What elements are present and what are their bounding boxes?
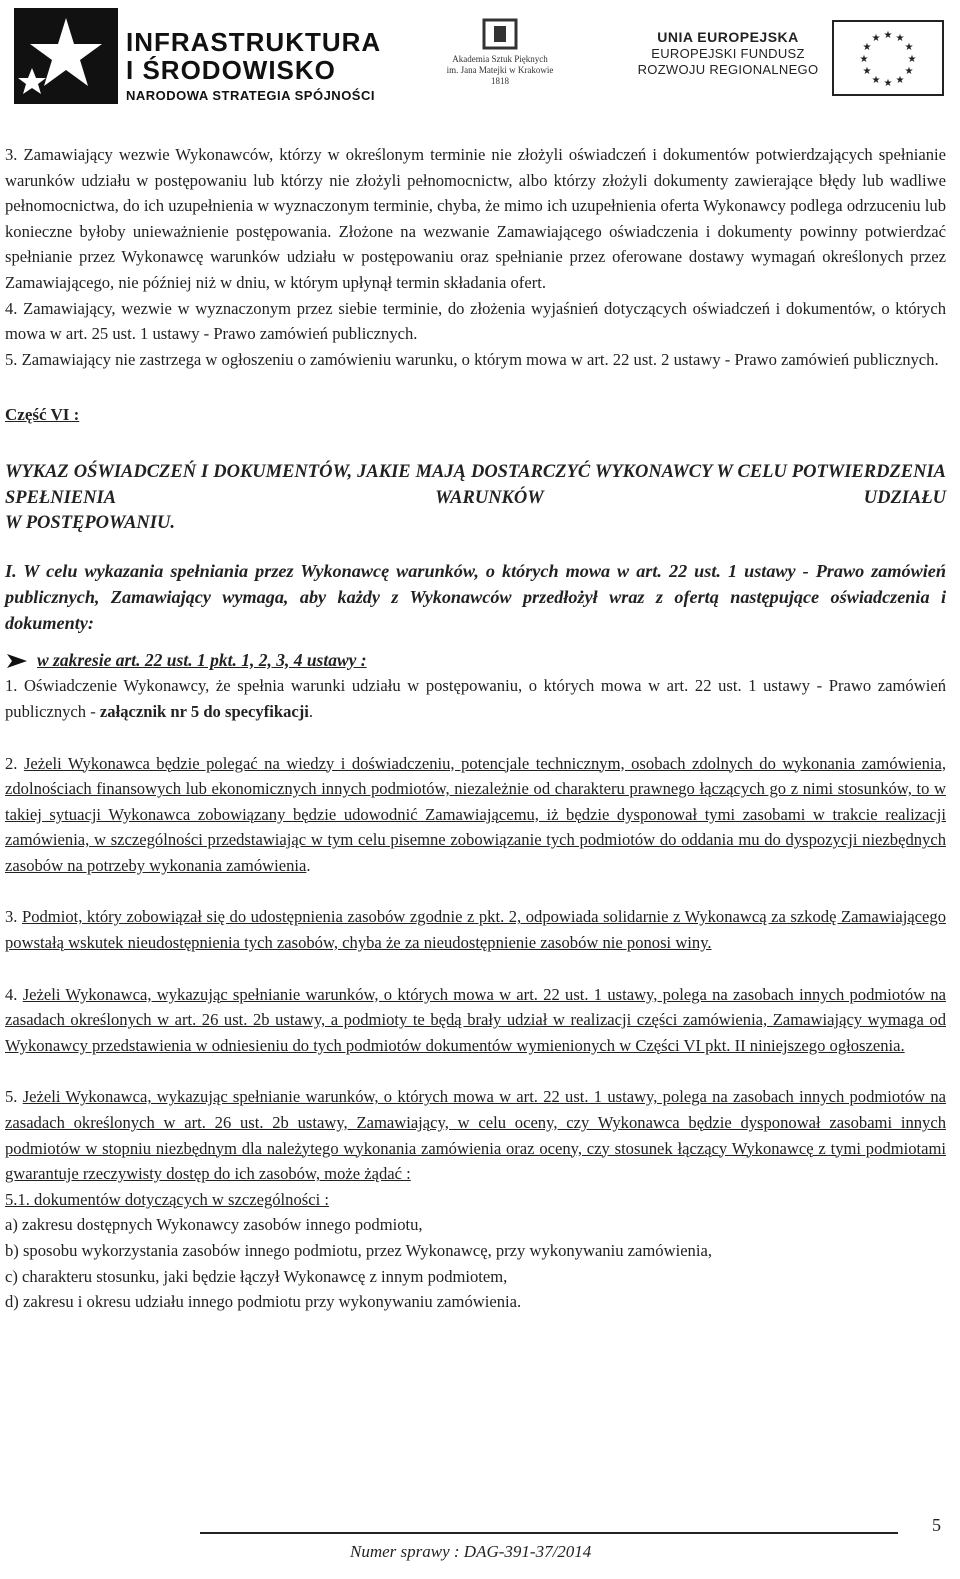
svg-text:★: ★ [871, 75, 881, 86]
attachment-ref: załącznik nr 5 do specyfikacji [99, 701, 309, 721]
svg-text:★: ★ [883, 30, 893, 41]
asp-logo-line1: Akademia Sztuk Pięknych [452, 54, 548, 64]
asp-logo-line3: 1818 [491, 76, 509, 86]
asp-logo [440, 18, 560, 100]
item-5: 5. Jeżeli Wykonawca, wykazując spełnianie warunków, o których mowa w art. 22 ust. 1 ustawy, polega na zasobach innych podmiotów na zasadach określonych w art. 26 ust. 2b ustawy, Zamawiający, w celu oceny, czy Wykonawca będzie dysponował zasobami innych podmiotów w stopniu niezbędnym dla należytego wykonania zamówienia oraz oceny, czy stosunek łączący Wykonawcę z tymi podmiotami gwarantuje rzeczywisty dostęp do ich zasobów, może żądać : [5, 1087, 947, 1184]
svg-text:★: ★ [895, 75, 905, 86]
document-header [0, 0, 960, 110]
item-3: 3. Podmiot, który zobowiązał się do udostępnienia zasobów zgodnie z pkt. 2, odpowiada solidarnie z Wykonawcą za szkodę Zamawiającego powstałą wskutek nieudostępnienia tych zasobów, chyba że za nieudostępnienie zasobów nie ponosi winy. [5, 907, 947, 953]
eu-logo-line3: ROZWOJU REGIONALNEGO [637, 62, 819, 77]
section-title-end: W POSTĘPOWANIU. [5, 513, 175, 534]
eu-logo-line1: UNIA EUROPEJSKA [657, 29, 799, 45]
asp-logo-line2: im. Jana Matejki w Krakowie [446, 65, 554, 75]
bullet-item [5, 648, 946, 674]
paragraph-5: 5. Zamawiający nie zastrzega w ogłoszeniu o zamówieniu warunku, o którym mowa w art. 22 ust. 2 ustawy - Prawo zamówień publicznych. [5, 349, 939, 369]
paragraph-4: 4. Zamawiający, wezwie w wyznaczonym przez siebie terminie, do złożenia wyjaśnień dotyczących oświadczeń i dokumentów, o których mowa w art. 25 ust. 1 ustawy - Prawo zamówień publicznych. [5, 298, 946, 344]
item-5-1: 5.1. dokumentów dotyczących w szczególności : [5, 1189, 329, 1209]
svg-text:★: ★ [883, 78, 893, 89]
paragraph-3: 3. Zamawiający wezwie Wykonawców, którzy w określonym terminie nie złożyli oświadczeń i dokumentów potwierdzających spełnianie warunków udziału w postępowaniu lub którzy nie złożyli pełnomocnictw, albo którzy złożyli dokumenty zawierające błędy lub wadliwe pełnomocnictwa, do ich uzupełnienia w wyznaczonym terminie, chyba, że mimo ich uzupełnienia oferta Wykonawcy podlega odrzuceniu lub konieczne byłoby unieważnienie postępowania. Złożone na wezwanie Zamawiającego oświadczenia i dokumenty powinny potwierdzać spełnianie przez Wykonawcę warunków udziału w postępowaniu oraz spełnianie przez oferowane dostawy wymagań określonych przez Zamawiającego, nie później niż w dniu, w którym upłynął termin składania ofert. [5, 145, 946, 292]
infra-logo-line2: I ŚRODOWISKO [126, 55, 336, 85]
infra-logo-line3: NARODOWA STRATEGIA SPÓJNOŚCI [126, 88, 375, 103]
svg-text:★: ★ [862, 66, 872, 77]
requirements-intro: I. W celu wykazania spełniania przez Wykonawcę warunków, o których mowa w art. 22 ust. 1 ustawy - Prawo zamówień publicznych, Zamawiający wymaga, aby każdy z Wykonawców przedłożył wraz z ofertą następujące oświadczenia i dokumenty: [5, 560, 946, 633]
academy-crest-icon [480, 18, 520, 52]
bullet-text: w zakresie art. 22 ust. 1 pkt. 1, 2, 3, 4 ustawy : [37, 649, 367, 670]
arrow-bullet-icon [5, 653, 29, 669]
list-item: d) zakresu i okresu udziału innego podmiotu przy wykonywaniu zamówienia. [5, 1292, 522, 1312]
infrastruktura-logo [14, 8, 382, 104]
star-mark-icon [14, 8, 118, 104]
section-heading: Część VI : [5, 405, 80, 425]
svg-text:★: ★ [904, 42, 914, 53]
item-1: 1. Oświadczenie Wykonawcy, że spełnia warunki udziału w postępowaniu, o których mowa w art. 22 ust. 1 ustawy - Prawo zamówień publicznych - załącznik nr 5 do specyfikacji. [5, 676, 946, 721]
svg-text:★: ★ [895, 33, 905, 44]
page-number: 5 [932, 1515, 941, 1535]
item-2: 2. Jeżeli Wykonawca będzie polegać na wiedzy i doświadczeniu, potencjale technicznym, osobach zdolnych do wykonania zamówienia, zdolnościach finansowych lub ekonomicznych innych podmiotów, niezależnie od charakteru prawnego łączących go z nimi stosunków, to w takiej sytuacji Wykonawca zobowiązany będzie udowodnić Zamawiającemu, iż będzie dysponował tymi zasobami w trakcie realizacji zamówienia, w szczególności przedstawiając w tym celu pisemne zobowiązanie tych podmiotów do oddania mu do dyspozycji niezbędnych zasobów na potrzeby wykonania zamówienia. [5, 753, 946, 875]
list-item: b) sposobu wykorzystania zasobów innego podmiotu, przez Wykonawcę, przy wykonywaniu zamówienia, [5, 1241, 712, 1260]
svg-text:★: ★ [862, 42, 872, 53]
svg-text:★: ★ [907, 54, 917, 65]
svg-text:★: ★ [859, 54, 869, 65]
section-title: WYKAZ OŚWIADCZEŃ I DOKUMENTÓW, JAKIE MAJĄ DOSTARCZYĆ WYKONAWCY W CELU POTWIERDZENIA SPEŁNIENIA WARUNKÓW UDZIAŁU [5, 461, 946, 508]
eu-flag-icon [832, 20, 944, 96]
eu-logo-line2: EUROPEJSKI FUNDUSZ [651, 46, 805, 61]
svg-text:★: ★ [904, 66, 914, 77]
case-number: Numer sprawy : DAG-391-37/2014 [350, 1542, 592, 1561]
eu-logo [636, 20, 948, 98]
svg-text:★: ★ [871, 33, 881, 44]
list-item: c) charakteru stosunku, jaki będzie łączył Wykonawcę z innym podmiotem, [5, 1266, 508, 1286]
document-body [5, 142, 946, 1315]
item-4: 4. Jeżeli Wykonawca, wykazując spełnianie warunków, o których mowa w art. 22 ust. 1 ustawy, polega na zasobach innych podmiotów na zasadach określonych w art. 26 ust. 2b ustawy, a podmioty te będą brały udział w realizacji części zamówienia, Zamawiający wymaga od Wykonawcy przedstawienia w odniesieniu do tych podmiotów dokumentów wymienionych w Części VI pkt. II niniejszego ogłoszenia. [5, 984, 947, 1055]
list-item: a) zakresu dostępnych Wykonawcy zasobów innego podmiotu, [5, 1215, 423, 1235]
infra-logo-line1: INFRASTRUKTURA [126, 27, 382, 57]
footer-divider [200, 1532, 898, 1534]
